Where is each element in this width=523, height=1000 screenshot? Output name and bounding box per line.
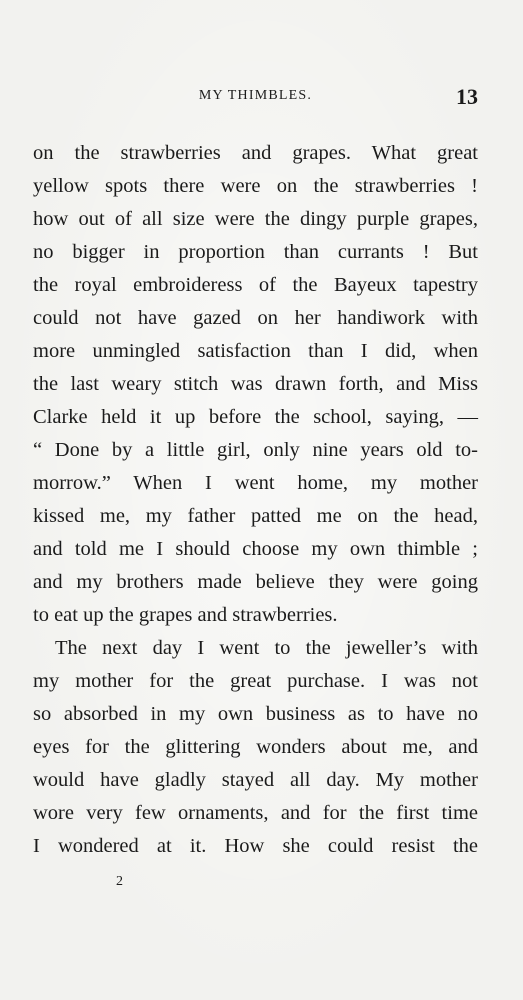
text-line: the royal embroideress of the Bayeux tapestry [33,274,478,296]
text-line: The next day I went to the jeweller’s with [55,637,478,659]
running-title: MY THIMBLES. [198,88,313,103]
text-line: morrow.” When I went home, my mother [33,472,478,494]
running-head [33,84,478,108]
text-line: no bigger in proportion than currants ! But [33,241,478,263]
text-line: the last weary stitch was drawn forth, and Miss [33,373,478,395]
text-line: on the strawberries and grapes. What great [33,142,478,164]
text-line: how out of all size were the dingy purple grapes, [33,208,478,230]
signature-mark: 2 [116,874,123,889]
text-line: would have gladly stayed all day. My mother [33,769,478,791]
body-text [33,137,478,863]
text-line: my mother for the great purchase. I was not [33,670,478,692]
text-line: and my brothers made believe they were going [33,571,478,593]
text-line: kissed me, my father patted me on the head, [33,505,478,527]
text-line: I wondered at it. How she could resist the [33,835,478,857]
text-line: to eat up the grapes and strawberries. [33,604,338,626]
text-line: yellow spots there were on the strawberries ! [33,175,478,197]
text-line: could not have gazed on her handiwork with [33,307,478,329]
text-line: Clarke held it up before the school, saying, — [33,406,478,428]
text-line: wore very few ornaments, and for the first time [33,802,478,824]
text-line: and told me I should choose my own thimble ; [33,538,478,560]
text-line: so absorbed in my own business as to have no [33,703,478,725]
text-line: eyes for the glittering wonders about me, and [33,736,478,758]
page-number: 13 [456,84,478,109]
text-line: more unmingled satisfaction than I did, when [33,340,478,362]
text-line: “ Done by a little girl, only nine years old to- [33,439,478,461]
